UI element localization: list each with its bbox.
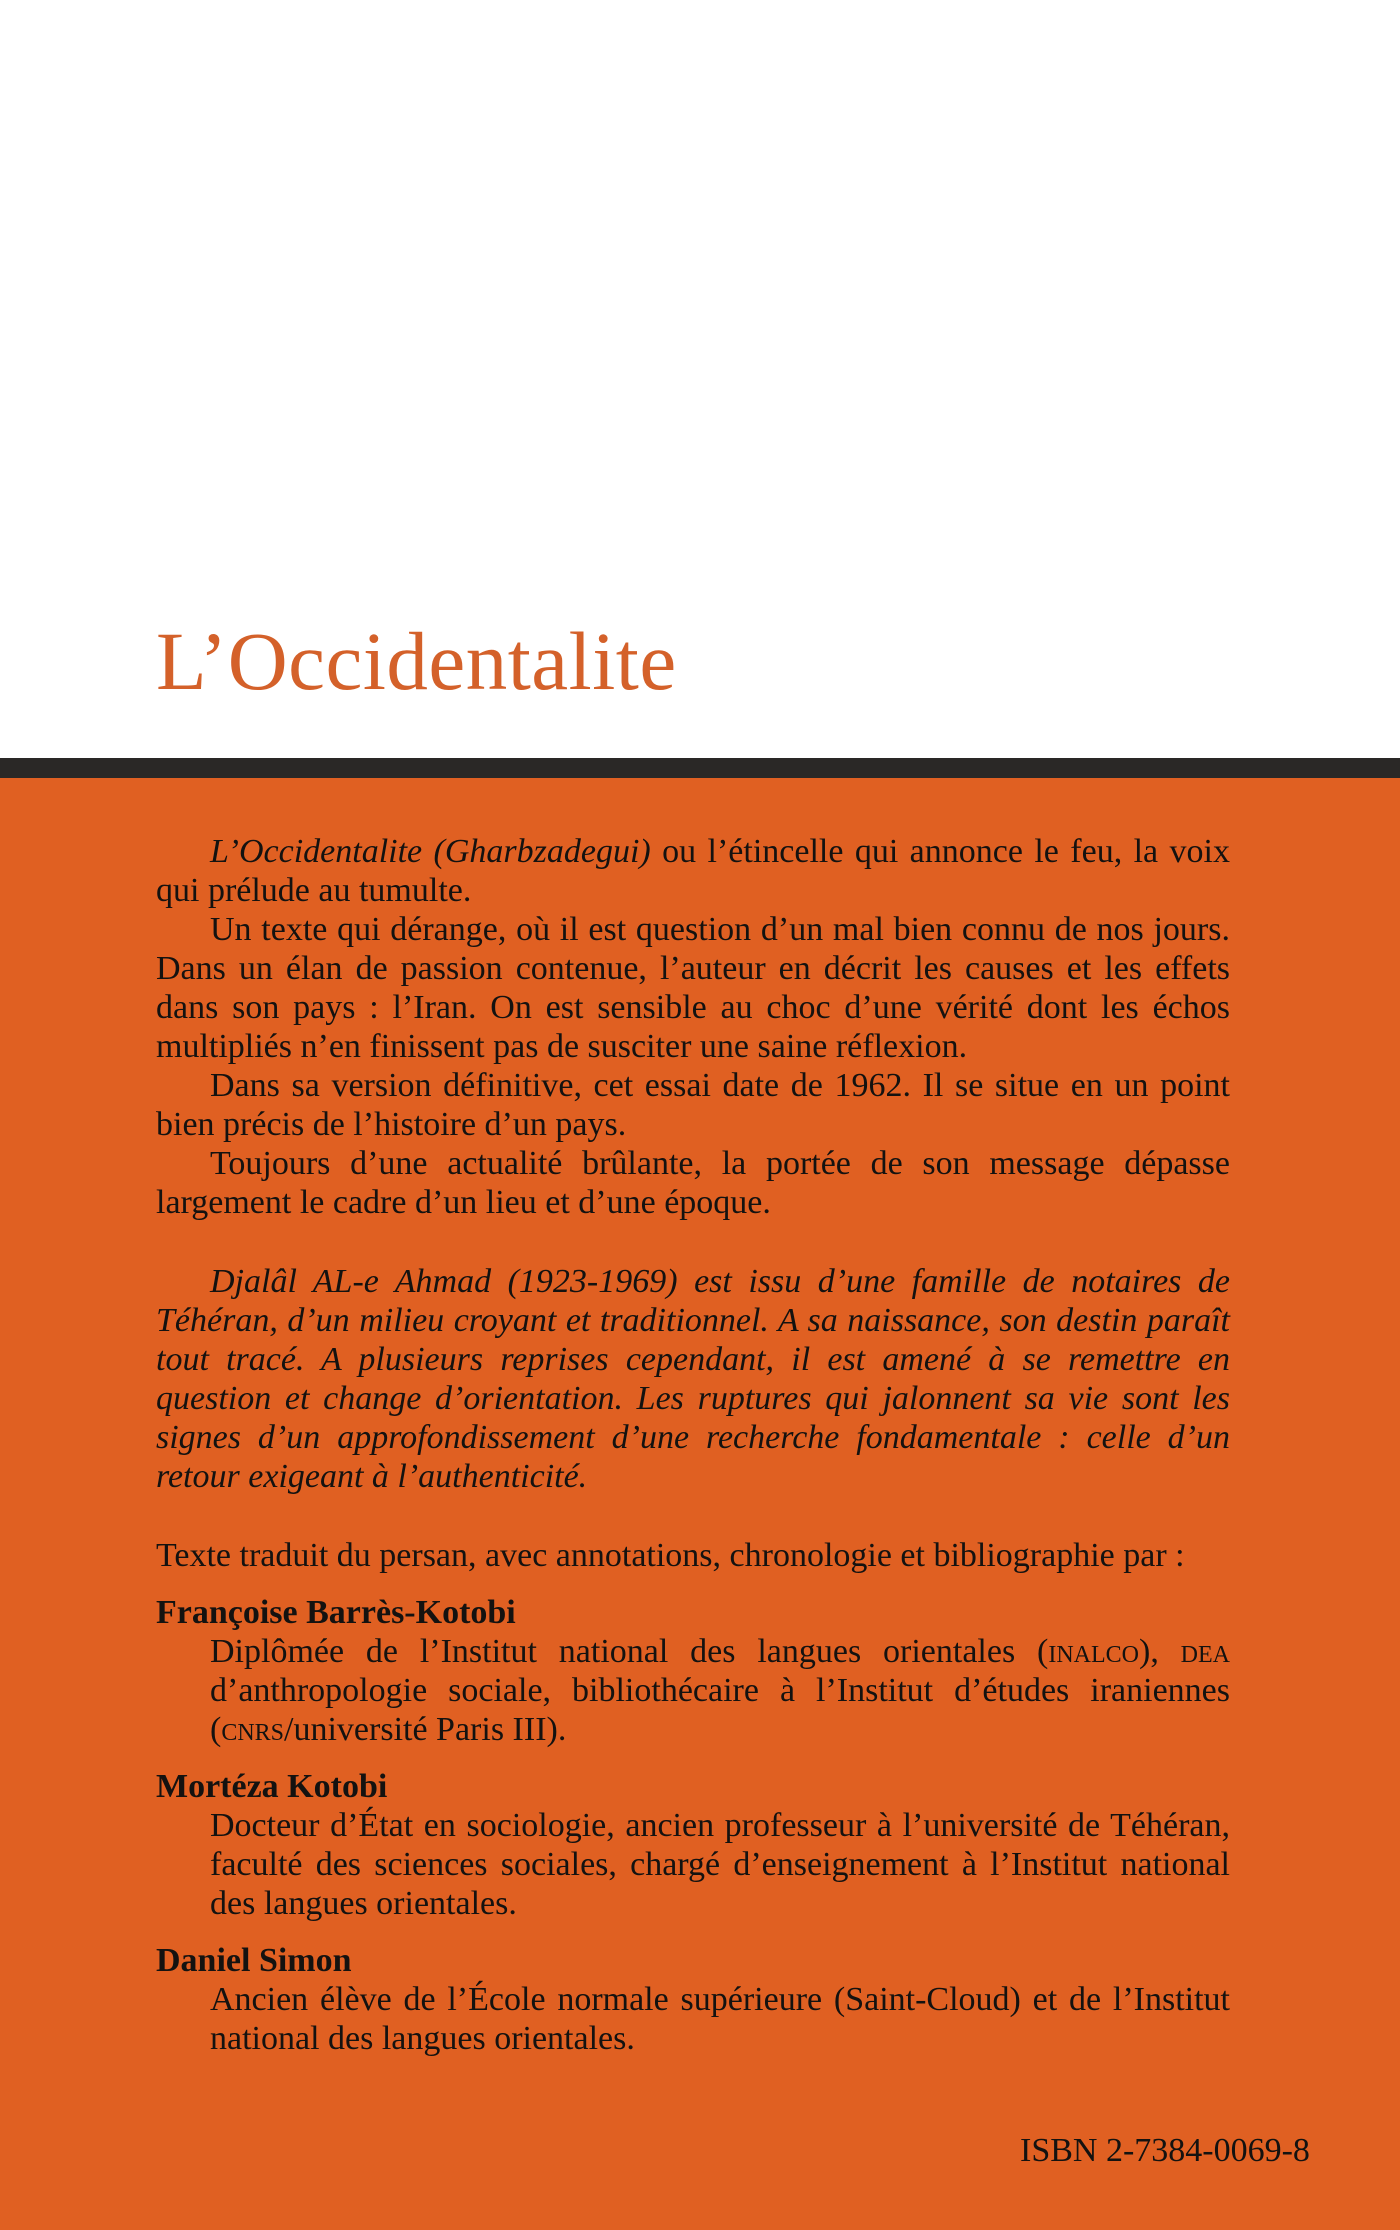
translator-desc-part: /université Paris III).	[284, 1711, 567, 1748]
translator-name: Mortéza Kotobi	[156, 1768, 388, 1805]
intro-section	[156, 832, 1230, 1222]
intro-paragraph-4: Toujours d’une actualité brûlante, la portée de son message dépasse largement le cadre d’un lieu et d’une époque.	[156, 1145, 1230, 1221]
abbr-inalco: inalco	[1048, 1633, 1139, 1670]
translator-description: Ancien élève de l’École normale supérieure (Saint-Cloud) et de l’Institut national des langues orientales.	[210, 1981, 1230, 2057]
translation-credits	[156, 1536, 1230, 2058]
cover-top-area	[0, 0, 1400, 758]
translator-desc-part: ),	[1139, 1633, 1181, 1670]
isbn-number: ISBN 2-7384-0069-8	[1020, 2132, 1310, 2169]
book-title: L’Occidentalite	[156, 615, 677, 707]
dark-divider-band	[0, 758, 1400, 778]
abbr-dea: dea	[1180, 1633, 1230, 1670]
intro-paragraph-1-text: ou l’étincelle qui annonce le feu, la voix qui prélude au tumulte.	[156, 833, 1230, 909]
author-biography: Djalâl AL-e Ahmad (1923-1969) est issu d’une famille de notaires de Téhéran, d’un milieu croyant et traditionnel. A sa naissance, son destin paraît tout tracé. A plusieurs reprises cependant, il est amené à se remettre en question et change d’orientation. Les ruptures qui jalonnent sa vie sont les signes d’un approfondissement d’une recherche fondamentale : celle d’un retour exigeant à l’authenticité.	[156, 1263, 1230, 1495]
abbr-cnrs: cnrs	[221, 1711, 285, 1748]
intro-title-italic: L’Occidentalite (Gharbzadegui)	[210, 833, 651, 870]
intro-paragraph-1	[156, 832, 1230, 910]
translator-desc-part: d’anthropologie sociale, bibliothécaire à l’Institut d’études iraniennes (	[210, 1672, 1230, 1748]
intro-paragraph-3: Dans sa version définitive, cet essai date de 1962. Il se situe en un point bien précis de l’histoire d’un pays.	[156, 1067, 1230, 1143]
translator-desc-part: Diplômée de l’Institut national des langues orientales (	[210, 1633, 1049, 1670]
translator-2	[156, 1767, 1230, 1923]
translator-name: Françoise Barrès-Kotobi	[156, 1594, 516, 1631]
translation-intro: Texte traduit du persan, avec annotations, chronologie et bibliographie par :	[156, 1537, 1185, 1574]
translator-1	[156, 1593, 1230, 1749]
back-cover-text	[156, 832, 1230, 2058]
translator-3	[156, 1941, 1230, 2058]
intro-paragraph-2: Un texte qui dérange, où il est question d’un mal bien connu de nos jours. Dans un élan de passion contenue, l’auteur en décrit les causes et les effets dans son pays : l’Iran. On est sensible au choc d’une vérité dont les échos multipliés n’en finissent pas de susciter une saine réflexion.	[156, 911, 1230, 1065]
translator-name: Daniel Simon	[156, 1942, 352, 1979]
translator-description	[156, 1632, 1230, 1749]
translator-description: Docteur d’État en sociologie, ancien professeur à l’université de Téhéran, faculté des sciences sociales, chargé d’enseignement à l’Institut national des langues orientales.	[210, 1807, 1230, 1922]
